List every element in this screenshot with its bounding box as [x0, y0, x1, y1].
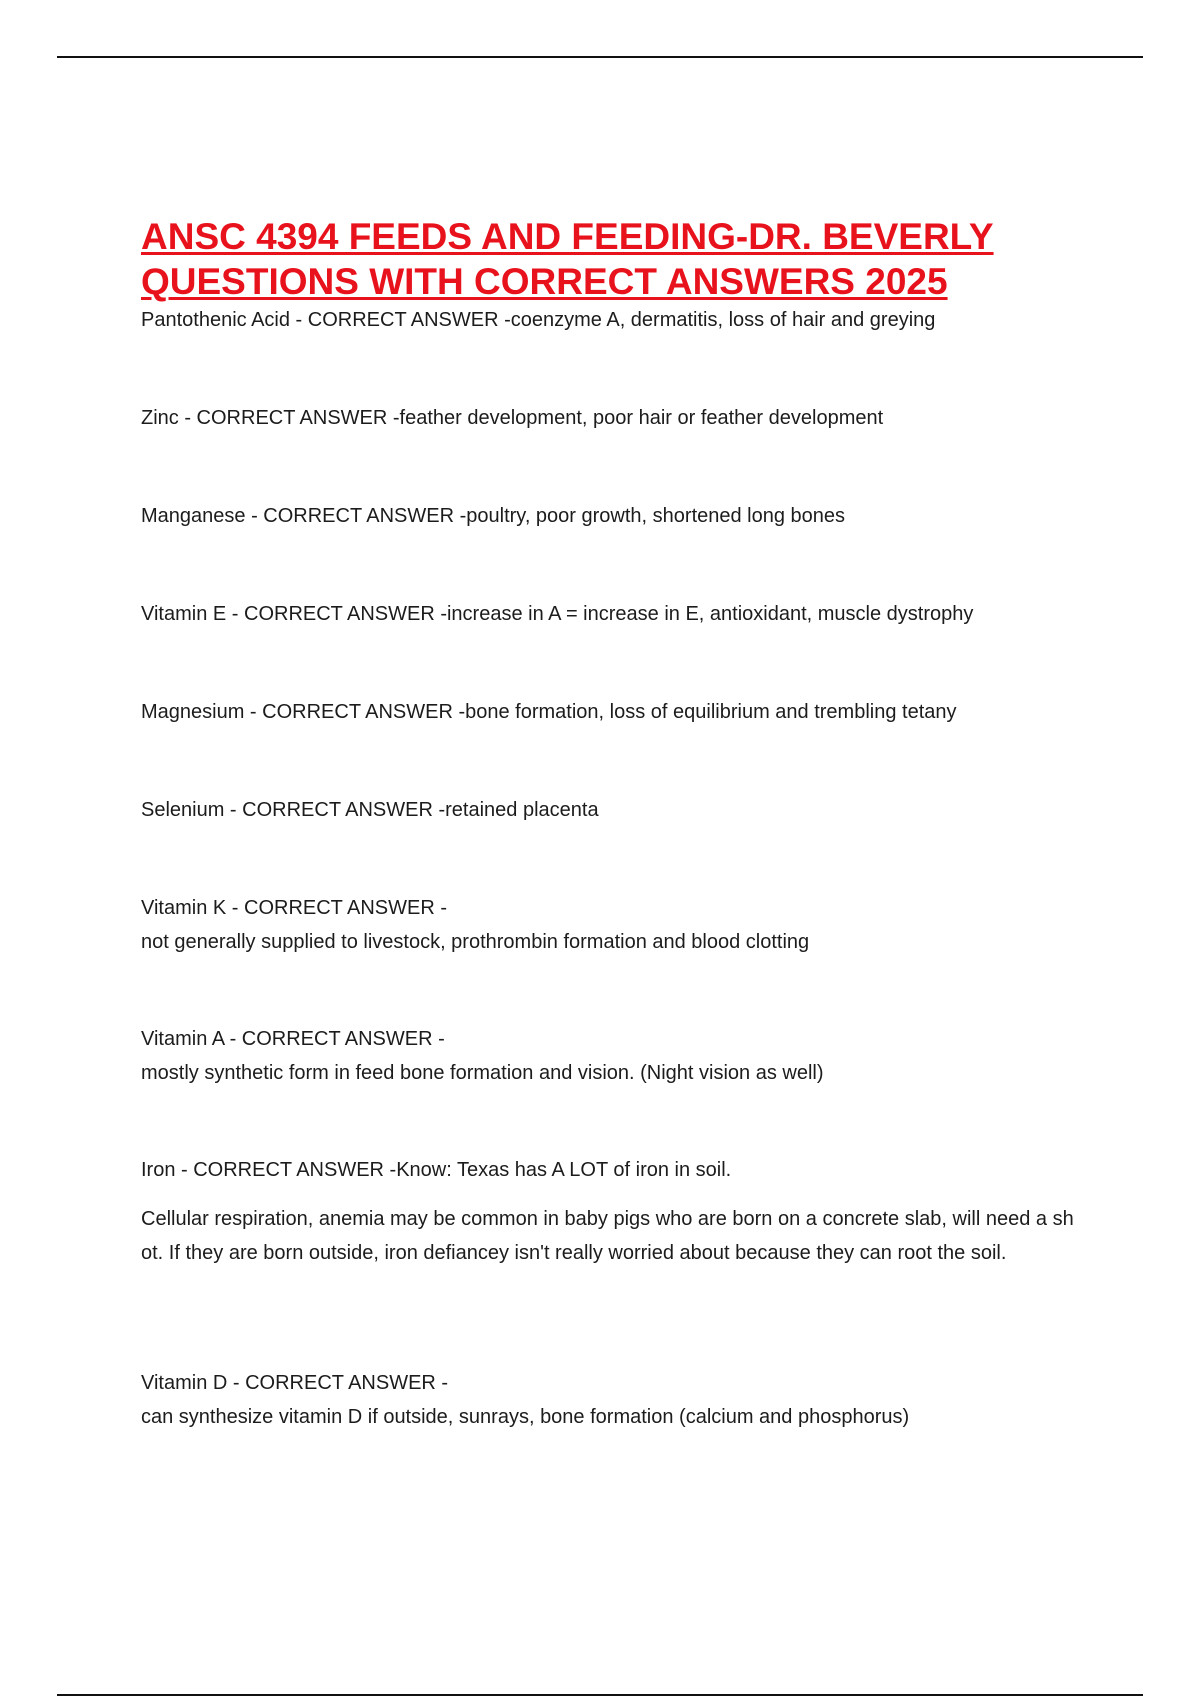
qa-entry-zinc — [141, 401, 1081, 435]
qa-text: Zinc - CORRECT ANSWER -feather development, poor hair or feather development — [141, 407, 884, 429]
qa-entry-manganese — [141, 499, 1081, 533]
qa-entry-vitamin-e — [141, 597, 1081, 631]
qa-entry-vitamin-k — [141, 891, 1081, 959]
qa-text: Vitamin E - CORRECT ANSWER -increase in A = increase in E, antioxidant, muscle dystrophy — [141, 603, 974, 625]
qa-answer: mostly synthetic form in feed bone formation and vision. (Night vision as well) — [141, 1062, 824, 1084]
document-title — [141, 214, 1101, 304]
qa-answer: can synthesize vitamin D if outside, sunrays, bone formation (calcium and phosphorus) — [141, 1406, 910, 1428]
qa-text: Selenium - CORRECT ANSWER -retained placenta — [141, 799, 599, 821]
qa-text: Magnesium - CORRECT ANSWER -bone formation, loss of equilibrium and trembling tetany — [141, 701, 957, 723]
title-line-2: QUESTIONS WITH CORRECT ANSWERS 2025 — [141, 261, 948, 302]
qa-question: Vitamin D - CORRECT ANSWER - — [141, 1372, 449, 1394]
qa-entry-vitamin-a — [141, 1022, 1081, 1090]
qa-text: Manganese - CORRECT ANSWER -poultry, poor growth, shortened long bones — [141, 505, 846, 527]
title-line-1: ANSC 4394 FEEDS AND FEEDING-DR. BEVERLY — [141, 216, 994, 257]
qa-entry-selenium — [141, 793, 1081, 827]
qa-question: Vitamin A - CORRECT ANSWER - — [141, 1028, 445, 1050]
qa-entry-vitamin-d — [141, 1366, 1081, 1434]
qa-question: Iron - CORRECT ANSWER -Know: Texas has A LOT of iron in soil. — [141, 1159, 732, 1181]
bottom-divider — [57, 1694, 1143, 1696]
qa-entry-iron — [141, 1153, 1081, 1270]
qa-answer: Cellular respiration, anemia may be common in baby pigs who are born on a concrete slab, will need a shot. If they are born outside, iron defiancey isn't really worried about because they can root the soil. — [141, 1208, 1074, 1264]
qa-question: Vitamin K - CORRECT ANSWER - — [141, 897, 447, 919]
qa-entry-magnesium — [141, 695, 1081, 729]
top-divider — [57, 56, 1143, 58]
qa-answer: not generally supplied to livestock, prothrombin formation and blood clotting — [141, 931, 810, 953]
qa-text: Pantothenic Acid - CORRECT ANSWER -coenzyme A, dermatitis, loss of hair and greying — [141, 309, 936, 331]
qa-entry-pantothenic-acid — [141, 303, 1081, 337]
